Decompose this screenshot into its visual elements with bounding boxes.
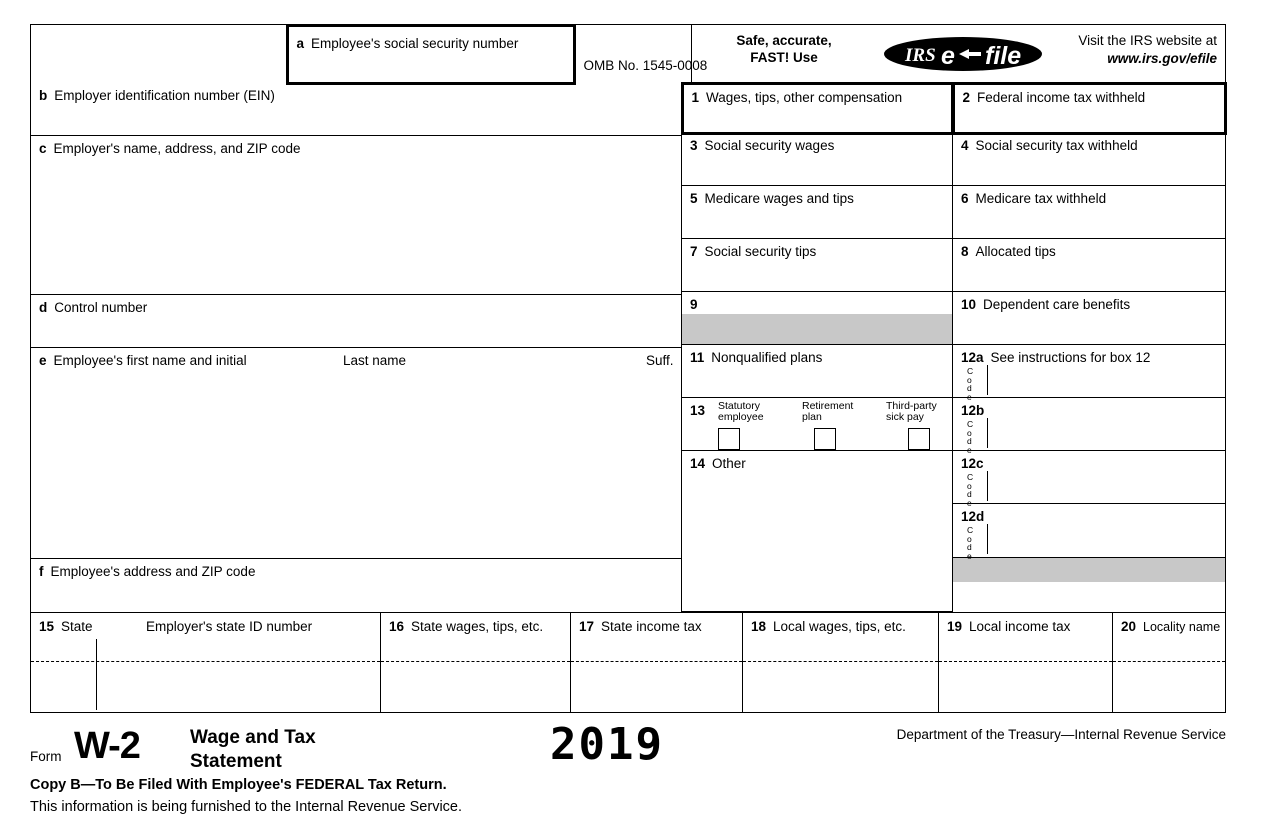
footer-department: Department of the Treasury—Internal Revenue Service [896, 727, 1226, 742]
code-letter-d: d [967, 436, 972, 446]
box-12c-number: 12c [961, 456, 984, 471]
box-8-label: Allocated tips [975, 244, 1056, 259]
box-20-label: Locality name [1143, 620, 1221, 634]
box-8-allocated-tips[interactable] [953, 239, 1225, 292]
box-1-label: Wages, tips, other compensation [706, 89, 903, 105]
box-14-other[interactable] [682, 451, 952, 612]
footer-form-number: W-2 [74, 725, 140, 767]
box-6-medicare-tax-withheld[interactable] [953, 186, 1225, 239]
box-15-state[interactable] [31, 613, 381, 712]
svg-text:e: e [940, 42, 955, 70]
box-2-number: 2 [962, 89, 971, 105]
box-19-label: Local income tax [969, 619, 1071, 634]
code-letter-e: e [967, 497, 972, 508]
box-e-suffix-label: Suff. [646, 353, 674, 368]
box-12c[interactable] [953, 451, 1225, 508]
box-18-label: Local wages, tips, etc. [773, 619, 906, 634]
box-13-thirdparty-line2: sick pay [886, 411, 924, 423]
box-a-label: Employee's social security number [311, 35, 519, 51]
visit-line-1: Visit the IRS website at [1078, 33, 1217, 48]
box-a-letter: a [296, 35, 305, 51]
box-10-number: 10 [961, 297, 977, 312]
box-12a-label: See instructions for box 12 [990, 350, 1151, 365]
box-19-local-income-tax[interactable] [939, 613, 1113, 712]
box-18-number: 18 [751, 619, 767, 634]
right-column [682, 83, 1225, 612]
box-17-state-income-tax[interactable] [571, 613, 743, 712]
box-12b-code-letters [967, 420, 975, 454]
footer-copy-line: Copy B—To Be Filed With Employee's FEDERAL Tax Return. [30, 777, 447, 793]
box-1-number: 1 [691, 89, 700, 105]
box-13-thirdparty-line1: Third-party [886, 400, 937, 412]
code-letter-e: e [967, 444, 972, 455]
box-11-number: 11 [690, 350, 705, 365]
box-7-label: Social security tips [704, 244, 817, 259]
right-column-b [953, 83, 1225, 612]
footer-title-line1: Wage and Tax [190, 727, 316, 748]
box-14-label: Other [712, 456, 746, 471]
irs-efile-logo [877, 25, 1047, 83]
box-b-ein[interactable] [31, 83, 681, 136]
footer-form-word: Form [30, 749, 62, 764]
box-a-ssn[interactable] [286, 24, 576, 85]
box-12a-divider [987, 365, 988, 395]
box-17-number: 17 [579, 619, 595, 634]
box-9-number: 9 [690, 297, 698, 312]
box-3-number: 3 [690, 138, 698, 153]
box-b-letter: b [39, 88, 48, 103]
box-18-dashed-rule [743, 661, 938, 662]
box-19-number: 19 [947, 619, 963, 634]
safe-line-1: Safe, accurate, [736, 33, 832, 48]
visit-url[interactable]: www.irs.gov/efile [1107, 51, 1217, 66]
box-13-retirement-line2: plan [802, 411, 822, 423]
w2-form [30, 24, 1226, 823]
footer-form-title [190, 726, 316, 774]
box-12d-number: 12d [961, 509, 985, 524]
box-13-checkboxes[interactable] [682, 398, 952, 451]
omb-number [576, 25, 708, 83]
box-15-label: State [61, 619, 93, 634]
box-15-divider [96, 639, 97, 710]
box-13-statutory-employee[interactable] [718, 401, 780, 450]
code-letter-d: d [967, 489, 972, 499]
box-15-dashed-rule [31, 661, 380, 662]
box-13-third-party-sick-pay[interactable] [886, 401, 948, 450]
code-letter-d: d [967, 542, 972, 552]
box-d-control[interactable] [31, 295, 681, 348]
box-15-employer-state-id-label: Employer's state ID number [146, 619, 313, 634]
box-12d-divider [987, 524, 988, 554]
box-15-number: 15 [39, 619, 55, 634]
form-main-grid [30, 83, 1226, 613]
box-12a-code-letters [967, 367, 975, 401]
box-13-thirdparty-checkbox[interactable] [908, 428, 930, 450]
box-13-number: 13 [690, 403, 706, 418]
box-19-dashed-rule [939, 661, 1112, 662]
omb-label: OMB No. 1545-0008 [583, 58, 708, 73]
box-d-letter: d [39, 300, 48, 315]
box-13-statutory-line1: Statutory [718, 400, 761, 412]
state-local-section [30, 613, 1226, 713]
code-letter-c: C [967, 366, 974, 376]
top-left-blank [31, 25, 287, 83]
box-12c-code-letters [967, 473, 975, 507]
code-letter-o: o [967, 374, 972, 385]
box-7-ss-tips[interactable] [682, 239, 952, 292]
box-5-medicare-wages[interactable] [682, 186, 952, 239]
box-16-state-wages[interactable] [381, 613, 571, 712]
box-12a-number: 12a [961, 350, 984, 365]
box-12d[interactable] [953, 504, 1225, 561]
safe-accurate-block [692, 25, 877, 83]
footer-title-line2: Statement [190, 751, 282, 772]
box-f-employee-address[interactable] [31, 559, 681, 595]
svg-text:IRS: IRS [904, 45, 936, 66]
box-17-label: State income tax [601, 619, 702, 634]
box-18-local-wages[interactable] [743, 613, 939, 712]
code-letter-o: o [967, 427, 972, 438]
box-16-number: 16 [389, 619, 405, 634]
box-e-employee-name[interactable] [31, 348, 681, 559]
code-letter-c: C [967, 419, 974, 429]
box-13-statutory-checkbox[interactable] [718, 428, 740, 450]
box-8-number: 8 [961, 244, 969, 259]
box-5-number: 5 [690, 191, 698, 206]
box-16-dashed-rule [381, 661, 570, 662]
box-9-grey-fill [682, 314, 952, 344]
safe-line-2: FAST! Use [750, 50, 818, 65]
box-9-shaded [682, 292, 952, 345]
box-3-label: Social security wages [704, 138, 835, 153]
box-12b-divider [987, 418, 988, 448]
box-c-letter: c [39, 141, 47, 156]
code-letter-o: o [967, 480, 972, 491]
footer-tax-year: 2019 [550, 719, 664, 770]
box-10-dependent-care[interactable] [953, 292, 1225, 345]
code-letter-e: e [967, 391, 972, 402]
efile-icon [883, 35, 1043, 73]
box-e-label: Employee's first name and initial [53, 353, 247, 368]
box-1-wages[interactable] [681, 82, 954, 135]
box-12d-code-letters [967, 526, 975, 560]
box-e-letter: e [39, 353, 47, 368]
box-4-number: 4 [961, 138, 969, 153]
box-5-label: Medicare wages and tips [704, 191, 854, 206]
right-column-a [682, 83, 953, 612]
box-11-nonqualified[interactable] [682, 345, 952, 398]
box-e-last-name-label: Last name [343, 353, 407, 368]
code-letter-c: C [967, 472, 974, 482]
box-14-number: 14 [690, 456, 706, 471]
box-4-ss-tax-withheld[interactable] [953, 133, 1225, 186]
code-letter-e: e [967, 550, 972, 561]
box-20-locality-name[interactable] [1113, 613, 1225, 712]
box-12b[interactable] [953, 398, 1225, 455]
box-20-dashed-rule [1113, 661, 1225, 662]
box-2-label: Federal income tax withheld [977, 89, 1146, 105]
box-12b-number: 12b [961, 403, 985, 418]
box-6-number: 6 [961, 191, 969, 206]
box-13-statutory-line2: employee [718, 411, 764, 423]
box-17-dashed-rule [571, 661, 742, 662]
box-3-ss-wages[interactable] [682, 133, 952, 186]
box-c-label: Employer's name, address, and ZIP code [53, 141, 301, 156]
footer-info-line: This information is being furnished to the Internal Revenue Service. [30, 799, 463, 815]
box-11-label: Nonqualified plans [711, 350, 823, 365]
box-20-number: 20 [1121, 619, 1137, 634]
box-10-label: Dependent care benefits [983, 297, 1131, 312]
box-f-label: Employee's address and ZIP code [50, 564, 256, 579]
code-letter-o: o [967, 533, 972, 544]
code-letter-d: d [967, 383, 972, 393]
box-2-federal-withheld[interactable] [952, 82, 1227, 135]
bottom-right-shaded [953, 558, 1225, 582]
box-d-label: Control number [54, 300, 148, 315]
box-f-letter: f [39, 564, 44, 579]
box-16-label: State wages, tips, etc. [411, 619, 544, 634]
box-13-retirement-plan[interactable] [802, 401, 864, 450]
code-letter-c: C [967, 525, 974, 535]
form-footer [30, 719, 1226, 823]
box-13-retirement-checkbox[interactable] [814, 428, 836, 450]
box-12c-divider [987, 471, 988, 501]
box-4-label: Social security tax withheld [975, 138, 1138, 153]
box-7-number: 7 [690, 244, 698, 259]
box-13-retirement-line1: Retirement [802, 400, 854, 412]
svg-text:file: file [984, 42, 1021, 70]
visit-irs-block [1047, 25, 1226, 83]
box-12a[interactable] [953, 345, 1225, 402]
form-top-strip [30, 24, 1226, 83]
left-column [31, 83, 682, 612]
box-b-label: Employer identification number (EIN) [54, 88, 275, 103]
box-6-label: Medicare tax withheld [975, 191, 1107, 206]
box-c-employer[interactable] [31, 136, 681, 295]
